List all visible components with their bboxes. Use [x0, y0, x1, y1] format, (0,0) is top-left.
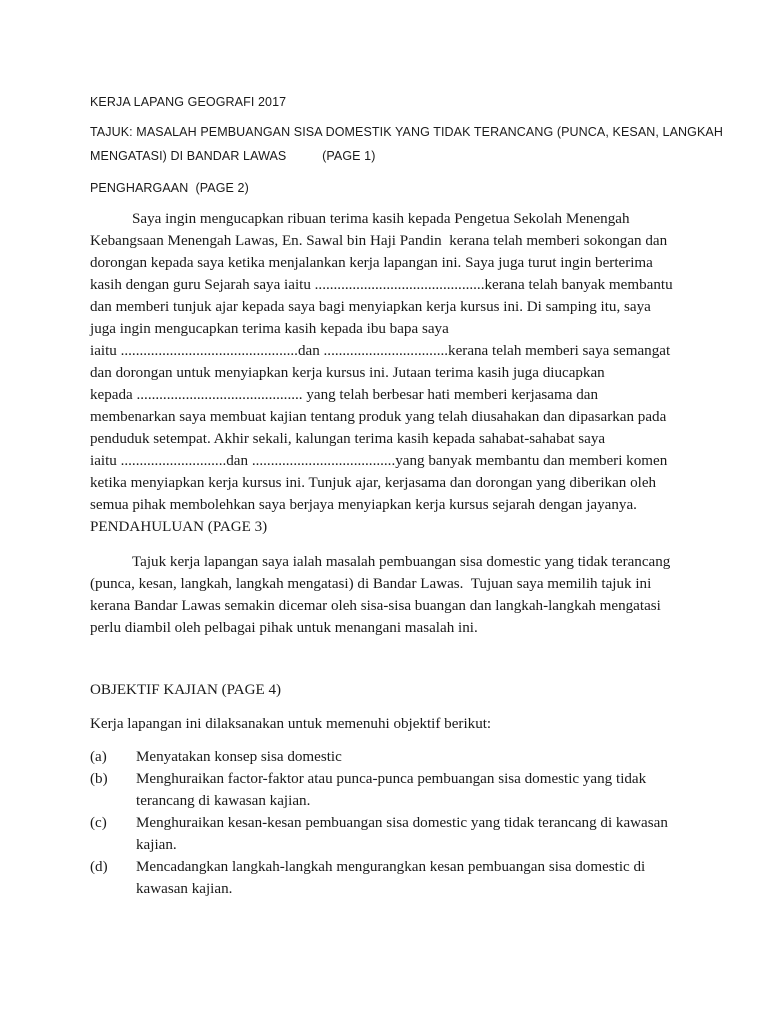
objectives-intro	[90, 713, 688, 735]
list-item	[90, 856, 690, 900]
list-item-line: kajian.	[136, 837, 177, 853]
paragraph-line: iaitu ............................dan ......................................yang banyak membantu dan memberi komen	[90, 453, 668, 469]
list-item	[90, 812, 690, 856]
list-marker: (a)	[90, 749, 107, 765]
paragraph-line: kerana Bandar Lawas semakin dicemar oleh sisa-sisa buangan dan langkah-langkah mengatasi	[90, 598, 661, 614]
list-marker: (c)	[90, 815, 107, 831]
title-text: KERJA LAPANG GEOGRAFI 2017	[90, 95, 287, 109]
objectives-list	[90, 746, 690, 900]
paragraph-line: dan memberi tunjuk ajar kepada saya bagi menyiapkan kerja kursus ini. Di samping itu, saya	[90, 299, 651, 315]
paragraph-line: dorongan kepada saya ketika menjalankan kerja lapangan ini. Saya juga turut ingin berterima	[90, 255, 653, 271]
paragraph-line: kepada ............................................ yang telah berbesar hati memberi kerjasama dan	[90, 387, 598, 403]
introduction-heading-text: PENDAHULUAN (PAGE 3)	[90, 519, 268, 535]
list-item-line: Menyatakan konsep sisa domestic	[136, 749, 342, 765]
paragraph-line: kasih dengan guru Sejarah saya iaitu .............................................kerana telah banyak membantu	[90, 277, 673, 293]
acknowledgement-heading-text: PENGHARGAAN (PAGE 2)	[90, 181, 249, 195]
list-item-line: Menghuraikan factor-faktor atau punca-punca pembuangan sisa domestic yang tidak	[136, 771, 647, 787]
objectives-heading	[90, 679, 688, 701]
list-item-line: terancang di kawasan kajian.	[136, 793, 311, 809]
topic-heading	[90, 120, 730, 168]
paragraph-line: Saya ingin mengucapkan ribuan terima kasih kepada Pengetua Sekolah Menengah	[132, 211, 630, 227]
paragraph-line: perlu diambil oleh pelbagai pihak untuk menangani masalah ini.	[90, 620, 478, 636]
list-marker: (b)	[90, 771, 108, 787]
list-marker: (d)	[90, 859, 108, 875]
objectives-intro-text: Kerja lapangan ini dilaksanakan untuk memenuhi objektif berikut:	[90, 716, 492, 732]
introduction-heading	[90, 516, 688, 538]
paragraph-line: membenarkan saya membuat kajian tentang produk yang telah diusahakan dan dipasarkan pada	[90, 409, 667, 425]
topic-line: MENGATASI) DI BANDAR LAWAS (PAGE 1)	[90, 149, 376, 163]
document-title	[90, 90, 688, 114]
paragraph-line: iaitu ...............................................dan .................................kerana telah memberi saya semangat	[90, 343, 671, 359]
list-item	[90, 768, 690, 812]
acknowledgement-heading	[90, 176, 688, 200]
paragraph-line: ketika menyiapkan kerja kursus ini. Tunjuk ajar, kerjasama dan dorongan yang diberikan oleh	[90, 475, 657, 491]
list-item-line: Menghuraikan kesan-kesan pembuangan sisa domestic yang tidak terancang di kawasan	[136, 815, 668, 831]
paragraph-line: (punca, kesan, langkah, langkah mengatasi) di Bandar Lawas. Tujuan saya memilih tajuk ini	[90, 576, 652, 592]
paragraph-line: juga ingin mengucapkan terima kasih kepada ibu bapa saya	[90, 321, 449, 337]
objectives-heading-text: OBJEKTIF KAJIAN (PAGE 4)	[90, 682, 282, 698]
paragraph-line: dan dorongan untuk menyiapkan kerja kursus ini. Jutaan terima kasih juga diucapkan	[90, 365, 605, 381]
list-item-line: Mencadangkan langkah-langkah mengurangkan kesan pembuangan sisa domestic di	[136, 859, 646, 875]
list-item-line: kawasan kajian.	[136, 881, 233, 897]
topic-line: TAJUK: MASALAH PEMBUANGAN SISA DOMESTIK YANG TIDAK TERANCANG (PUNCA, KESAN, LANGKAH	[90, 125, 723, 139]
introduction-paragraph	[90, 551, 710, 639]
list-item	[90, 746, 690, 768]
acknowledgement-paragraph	[90, 208, 710, 516]
paragraph-line: Kebangsaan Menengah Lawas, En. Sawal bin Haji Pandin kerana telah memberi sokongan dan	[90, 233, 668, 249]
paragraph-line: penduduk setempat. Akhir sekali, kalungan terima kasih kepada sahabat-sahabat saya	[90, 431, 606, 447]
paragraph-line: semua pihak membolehkan saya berjaya menyiapkan kerja kursus sejarah dengan jayanya.	[90, 497, 637, 513]
paragraph-line: Tajuk kerja lapangan saya ialah masalah pembuangan sisa domestic yang tidak terancang	[132, 554, 671, 570]
